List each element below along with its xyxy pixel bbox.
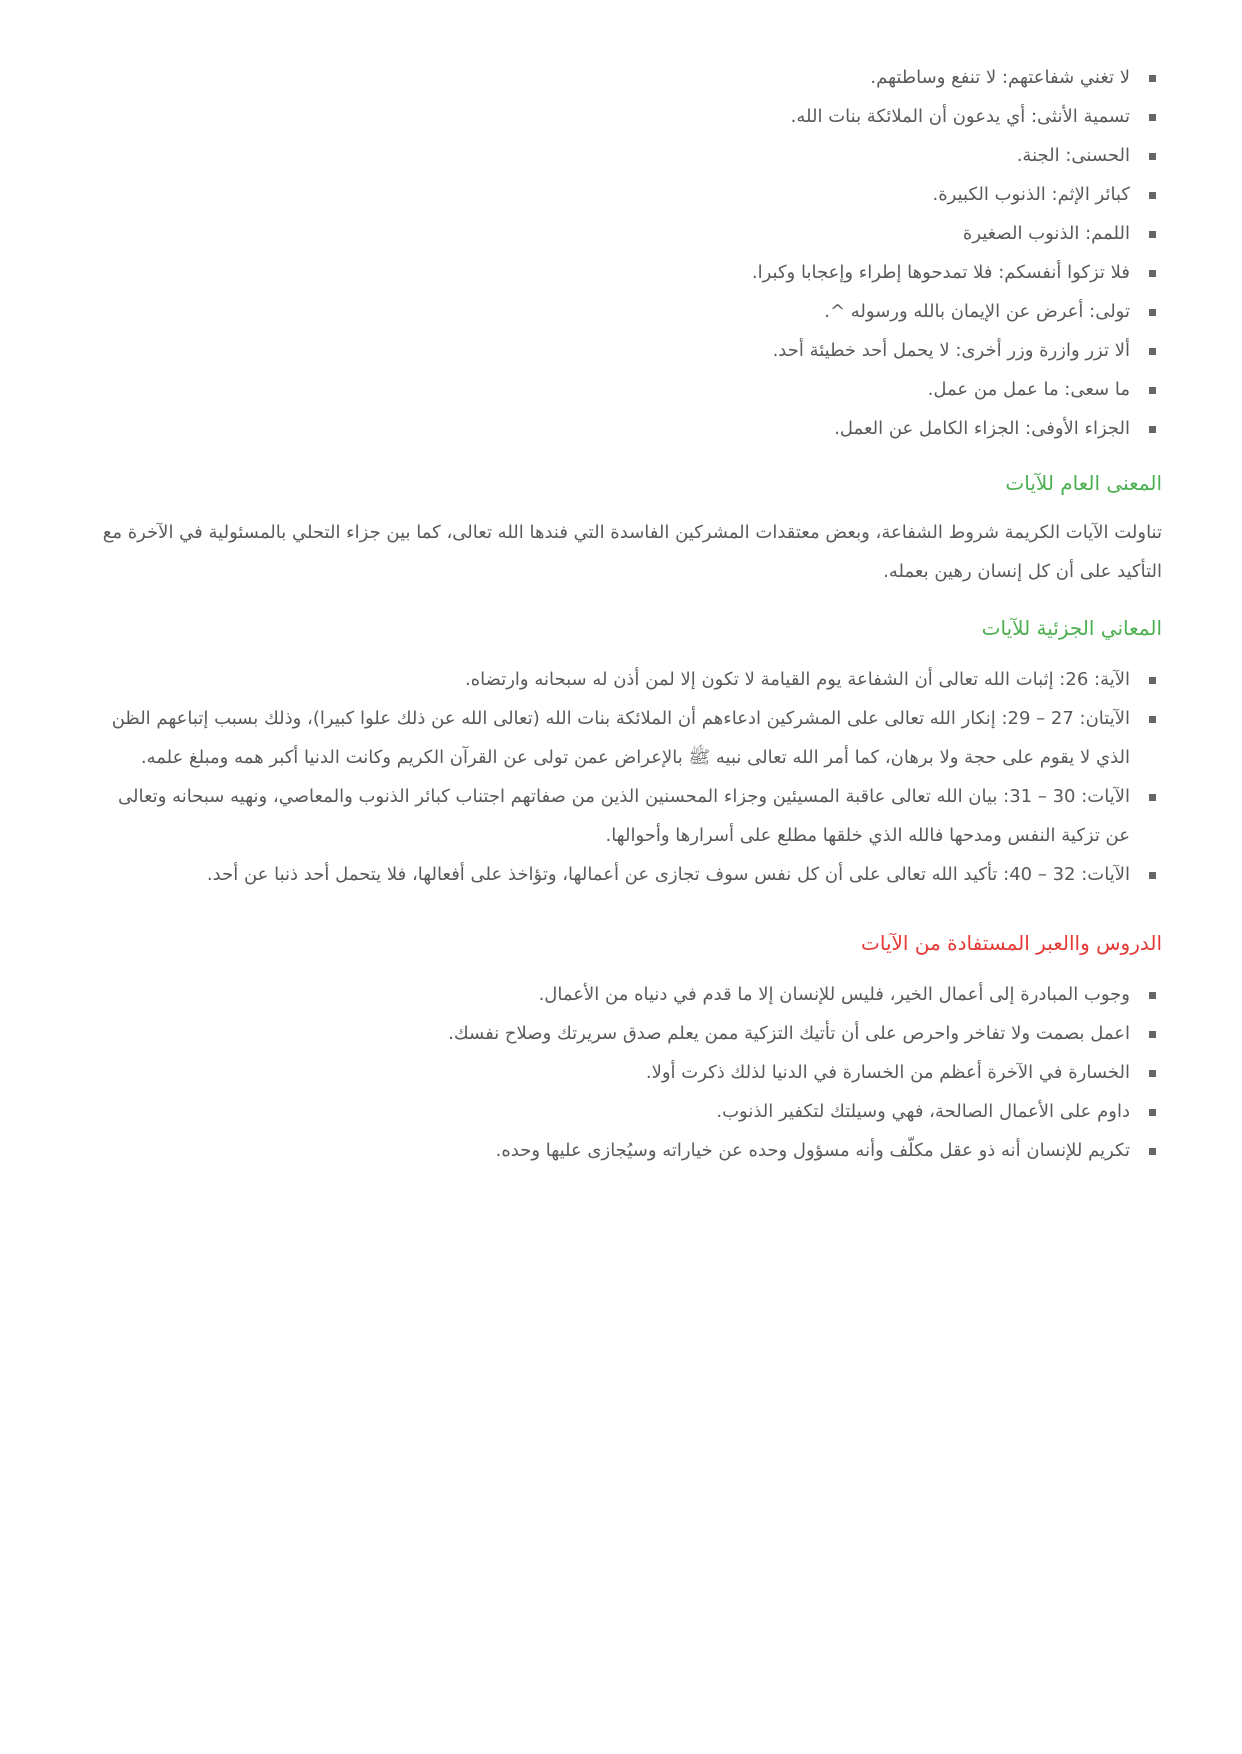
list-item	[88, 97, 1162, 136]
list-item-text: كبائر الإثم: الذنوب الكبيرة.	[932, 184, 1130, 205]
list-item-text: اللمم: الذنوب الصغيرة	[962, 223, 1130, 244]
list-item-text: وجوب المبادرة إلى أعمال الخير، فليس للإنسان إلا ما قدم في دنياه من الأعمال.	[538, 984, 1130, 1005]
square-bullet-icon	[1149, 426, 1156, 433]
square-bullet-icon	[1149, 348, 1156, 355]
list-item	[88, 370, 1162, 409]
list-item	[88, 409, 1162, 448]
list-item	[88, 1053, 1162, 1092]
list-item-text: الخسارة في الآخرة أعظم من الخسارة في الدنيا لذلك ذكرت أولا.	[645, 1062, 1130, 1083]
list-item	[88, 292, 1162, 331]
list-item	[88, 1014, 1162, 1053]
list-item-text: تسمية الأنثى: أي يدعون أن الملائكة بنات الله.	[790, 106, 1130, 127]
list-item-text: ألا تزر وازرة وزر أخرى: لا يحمل أحد خطيئة أحد.	[772, 340, 1130, 361]
square-bullet-icon	[1149, 387, 1156, 394]
square-bullet-icon	[1149, 992, 1156, 999]
list-item	[88, 136, 1162, 175]
general-meaning-paragraph: تناولت الآيات الكريمة شروط الشفاعة، وبعض معتقدات المشركين الفاسدة التي فندها الله تعالى، كما بين جزاء التحلي بالمسئولية في الآخرة مع التأكيد على أن كل إنسان رهين بعمله.	[102, 522, 1162, 582]
list-item-text: ما سعى: ما عمل من عمل.	[927, 379, 1130, 400]
list-item	[88, 253, 1162, 292]
square-bullet-icon	[1149, 1148, 1156, 1155]
lessons-heading: الدروس واالعبر المستفادة من الآيات	[861, 931, 1162, 955]
list-item	[88, 699, 1162, 777]
square-bullet-icon	[1149, 75, 1156, 82]
document-page	[88, 58, 1162, 1170]
list-item	[88, 777, 1162, 855]
list-item-text: الآيات: 30 – 31: بيان الله تعالى عاقبة المسيئين وجزاء المحسنين الذين من صفاتهم اجتناب كبائر الذنوب والمعاصي، ونهيه سبحانه وتعالى عن تزكية النفس ومدحها فالله الذي خلقها مطلع على أسرارها وأحوالها.	[118, 786, 1130, 846]
list-item	[88, 855, 1162, 894]
list-item	[88, 214, 1162, 253]
square-bullet-icon	[1149, 192, 1156, 199]
square-bullet-icon	[1149, 794, 1156, 801]
partial-meanings-heading: المعاني الجزئية للآيات	[981, 616, 1162, 640]
list-item-text: الآيات: 32 – 40: تأكيد الله تعالى على أن كل نفس سوف تجازى عن أعمالها، وتؤاخذ على أفعالها، فلا يتحمل أحد ذنبا عن أحد.	[206, 864, 1130, 885]
list-item	[88, 975, 1162, 1014]
list-item-text: الآية: 26: إثبات الله تعالى أن الشفاعة يوم القيامة لا تكون إلا لمن أذن له سبحانه وارتضاه.	[464, 669, 1130, 690]
list-item	[88, 660, 1162, 699]
list-item	[88, 58, 1162, 97]
general-meaning-heading: المعنى العام للآيات	[1005, 471, 1162, 495]
square-bullet-icon	[1149, 1070, 1156, 1077]
list-item	[88, 1092, 1162, 1131]
square-bullet-icon	[1149, 677, 1156, 684]
list-item-text: الحسنى: الجنة.	[1016, 145, 1130, 166]
list-item-text: تولى: أعرض عن الإيمان بالله ورسوله ^.	[824, 301, 1130, 322]
list-item-text: داوم على الأعمال الصالحة، فهي وسيلتك لتكفير الذنوب.	[716, 1101, 1130, 1122]
list-item-text: الآيتان: 27 – 29: إنكار الله تعالى على المشركين ادعاءهم أن الملائكة بنات الله (تعالى الله عن ذلك علوا كبيرا)، وذلك بسبب إتباعهم الظن الذي لا يقوم على حجة ولا برهان، كما أمر الله تعالى نبيه ﷺ بالإعراض عمن تولى عن القرآن الكريم وكانت الدنيا أكبر همه ومبلغ علمه.	[111, 708, 1130, 768]
vocabulary-list	[88, 58, 1162, 448]
square-bullet-icon	[1149, 872, 1156, 879]
square-bullet-icon	[1149, 716, 1156, 723]
partial-meanings-list	[88, 660, 1162, 894]
list-item-text: فلا تزكوا أنفسكم: فلا تمدحوها إطراء وإعجابا وكبرا.	[751, 262, 1130, 283]
square-bullet-icon	[1149, 153, 1156, 160]
square-bullet-icon	[1149, 1109, 1156, 1116]
square-bullet-icon	[1149, 114, 1156, 121]
square-bullet-icon	[1149, 309, 1156, 316]
list-item-text: لا تغني شفاعتهم: لا تنفع وساطتهم.	[870, 67, 1130, 88]
square-bullet-icon	[1149, 1031, 1156, 1038]
list-item	[88, 1131, 1162, 1170]
square-bullet-icon	[1149, 270, 1156, 277]
list-item-text: اعمل بصمت ولا تفاخر واحرص على أن تأتيك التزكية ممن يعلم صدق سريرتك وصلاح نفسك.	[448, 1023, 1130, 1044]
list-item	[88, 175, 1162, 214]
list-item-text: الجزاء الأوفى: الجزاء الكامل عن العمل.	[834, 418, 1130, 439]
list-item-text: تكريم للإنسان أنه ذو عقل مكلّف وأنه مسؤول وحده عن خياراته وسيُجازى عليها وحده.	[495, 1140, 1130, 1161]
list-item	[88, 331, 1162, 370]
lessons-list	[88, 975, 1162, 1170]
square-bullet-icon	[1149, 231, 1156, 238]
